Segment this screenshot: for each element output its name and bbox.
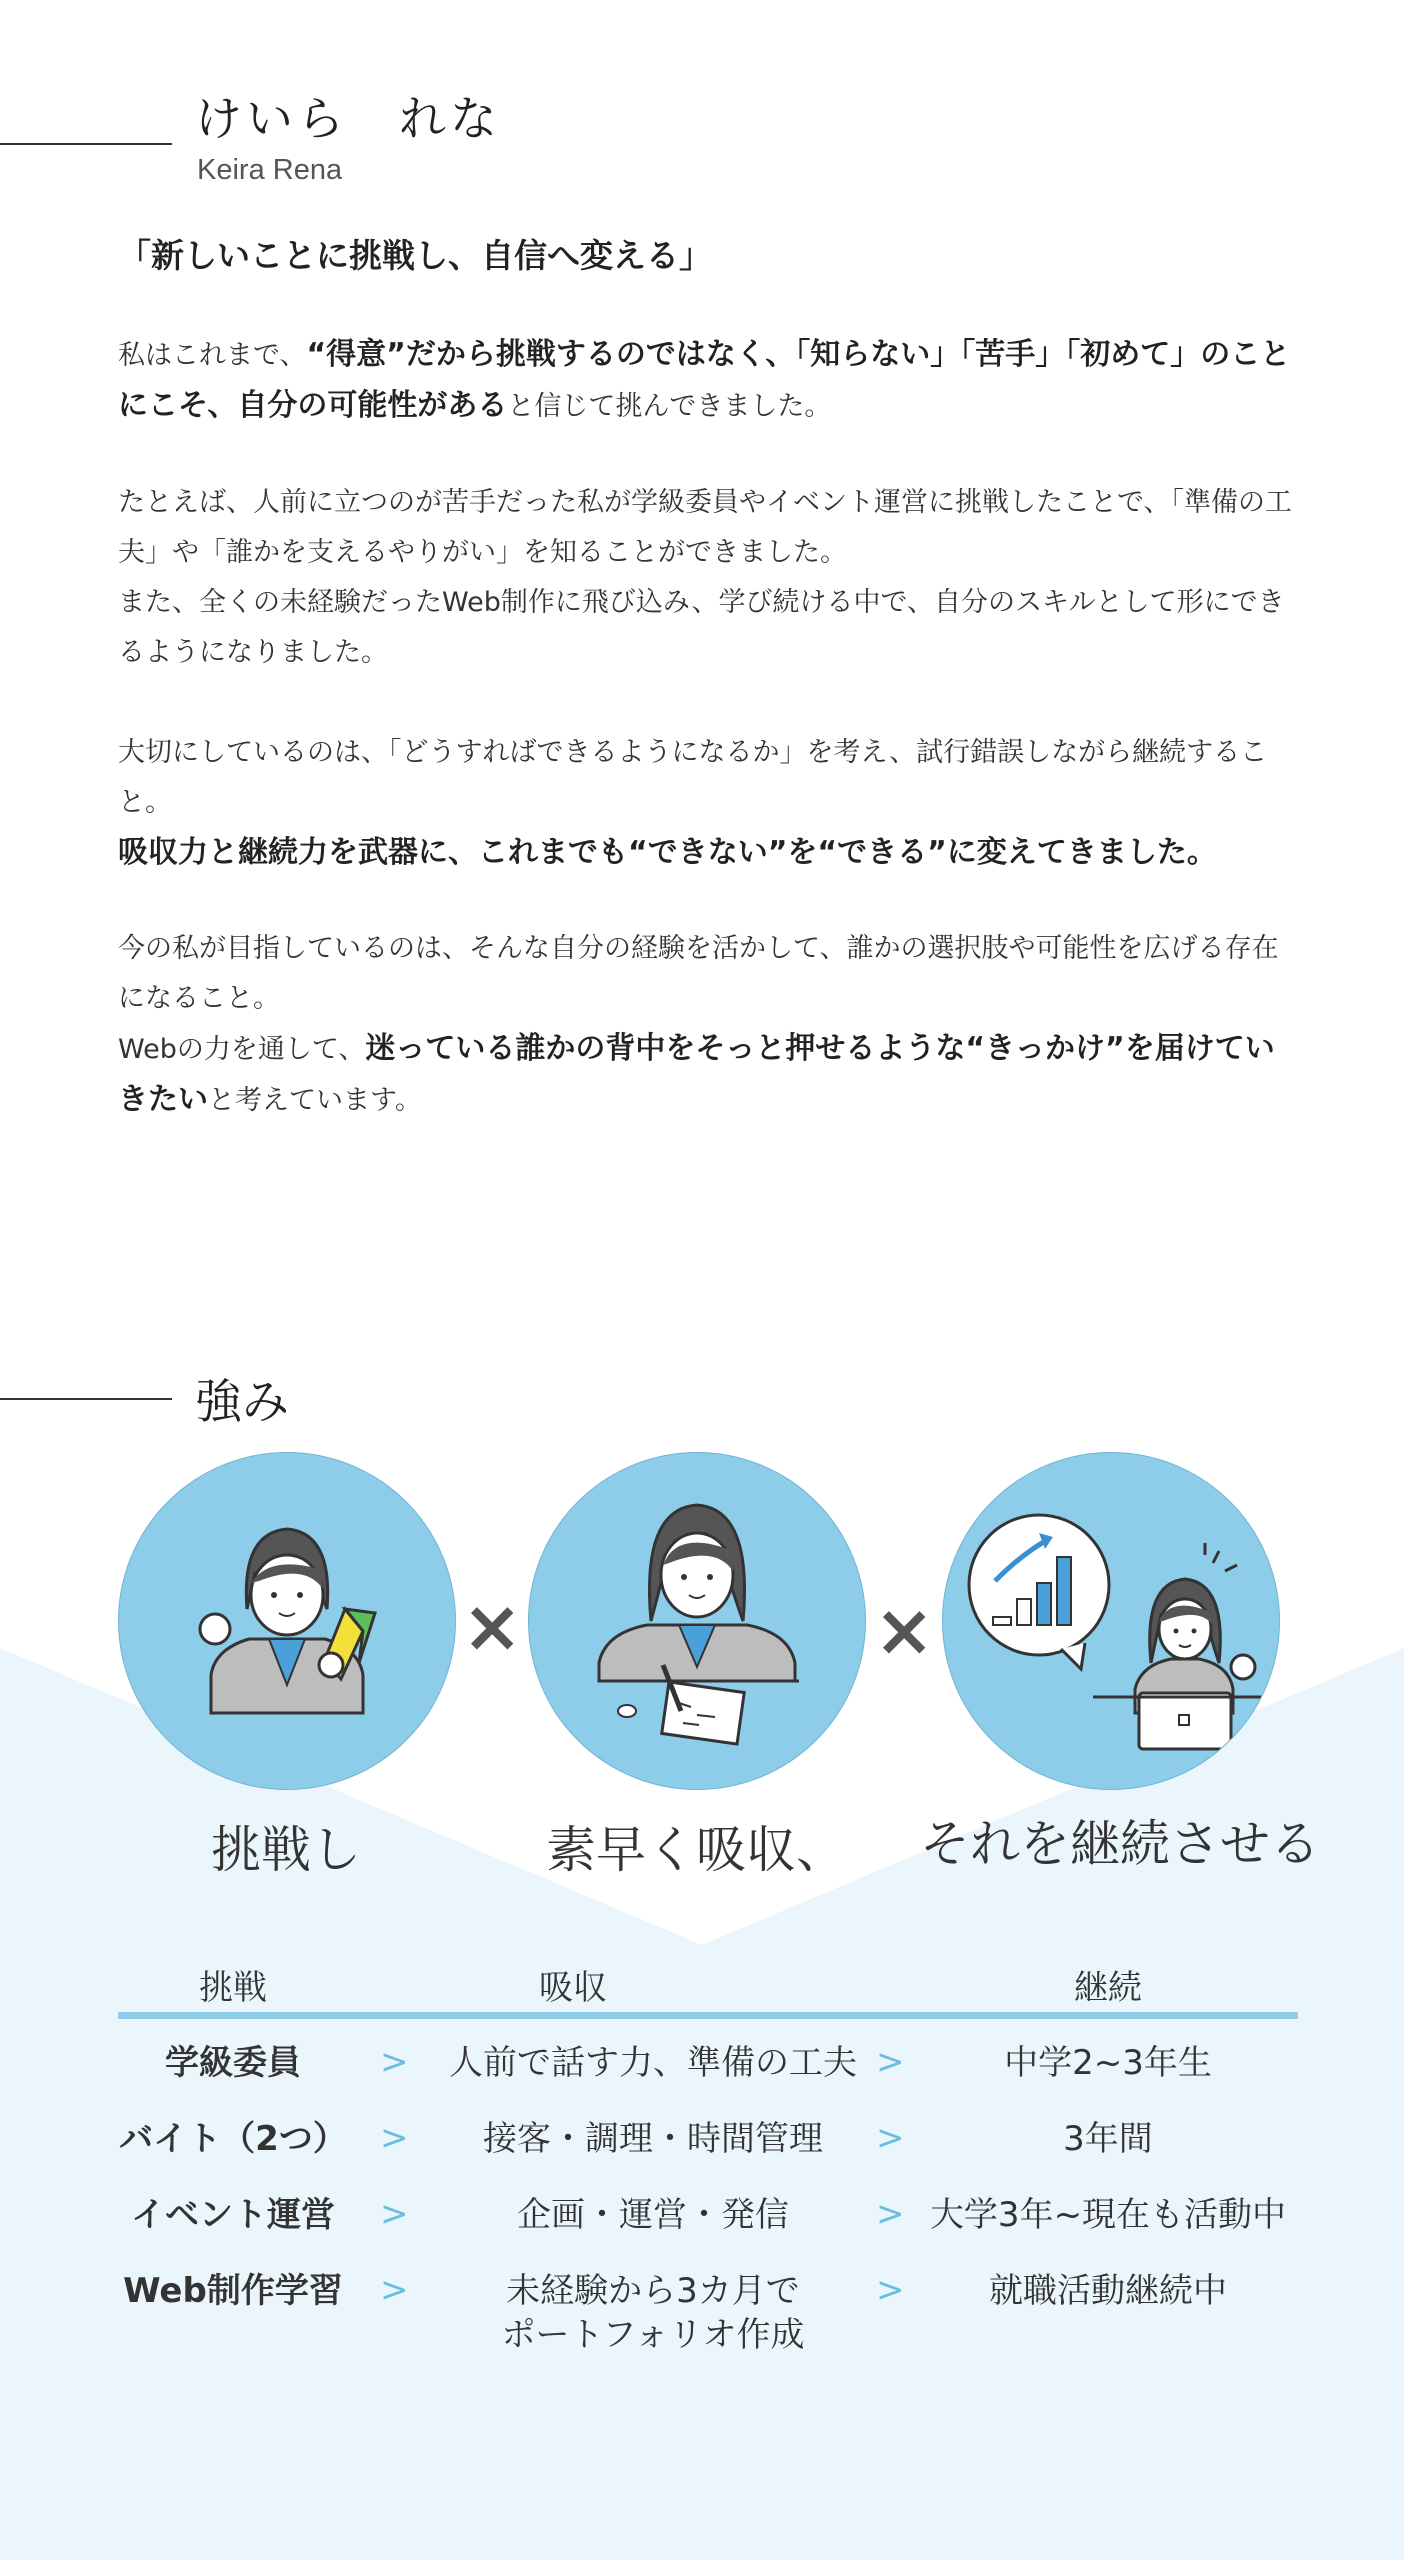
- intro-p1-emphasis: “得意”だから挑戦するのではなく、「知らない」「苦手」「初めて」のことにこそ、自分の可能性がある: [118, 337, 1291, 423]
- intro-p3-line-1: 大切にしているのは、「どうすればできるようになるか」を考え、試行錯誤しながら継続すること。: [118, 737, 1268, 818]
- table-cell-continue: 3年間: [1063, 2119, 1153, 2159]
- arrow-right-icon: >: [380, 2118, 409, 2158]
- name-romaji: Keira Rena: [197, 154, 343, 186]
- table-cell-challenge: バイト（2つ）: [119, 2119, 347, 2159]
- table-header-continue: 継続: [1074, 1968, 1142, 2008]
- multiply-icon: ×: [462, 1584, 523, 1668]
- absorb-illustration: [528, 1452, 866, 1790]
- arrow-right-icon: >: [380, 2042, 409, 2082]
- intro-paragraph-3: [118, 728, 1298, 878]
- table-cell-absorb-line-1: 未経験から3カ月で: [506, 2271, 800, 2311]
- table-cell-absorb: 企画・運営・発信: [517, 2195, 789, 2235]
- intro-p3-line-2: 吸収力と継続力を武器に、これまでも“できない”を“できる”に変えてきました。: [118, 835, 1217, 870]
- caption-absorb: 素早く吸収、: [546, 1821, 846, 1879]
- intro-p4-text-c: と考えています。: [208, 1085, 422, 1116]
- intro-paragraph-1: [118, 330, 1298, 432]
- table-cell-absorb-line-2: ポートフォリオ作成: [501, 2315, 805, 2355]
- arrow-right-icon: >: [876, 2118, 905, 2158]
- table-cell-continue: 中学2~3年生: [1004, 2043, 1212, 2083]
- table-cell-challenge: 学級委員: [165, 2043, 301, 2083]
- intro-paragraph-2: [118, 478, 1298, 678]
- name-divider-line: [0, 143, 172, 145]
- intro-p4-line-1: 今の私が目指しているのは、そんな自分の経験を活かして、誰かの選択肢や可能性を広げる存在になること。: [118, 933, 1279, 1014]
- arrow-right-icon: >: [380, 2270, 409, 2310]
- arrow-right-icon: >: [876, 2042, 905, 2082]
- name-japanese: けいら れな: [195, 92, 501, 147]
- intro-p1-text-c: と信じて挑んできました。: [507, 391, 832, 422]
- caption-continue: それを継続させる: [920, 1815, 1320, 1873]
- caption-challenge: 挑戦し: [211, 1821, 361, 1879]
- intro-p4-text-a: Webの力を通して、: [118, 1034, 366, 1065]
- arrow-right-icon: >: [876, 2194, 905, 2234]
- table-header-underline: [118, 2012, 1298, 2019]
- intro-p2-line-2: また、全くの未経験だったWeb制作に飛び込み、学び続ける中で、自分のスキルとして形にできるようになりました。: [118, 587, 1285, 668]
- table-cell-continue: 就職活動継続中: [989, 2271, 1227, 2311]
- intro-p1-text-a: 私はこれまで、: [118, 340, 307, 371]
- challenge-illustration: [118, 1452, 456, 1790]
- table-header-absorb: 吸収: [539, 1968, 607, 2008]
- continue-illustration: [942, 1452, 1280, 1790]
- strengths-title: 強み: [195, 1375, 289, 1430]
- multiply-icon: ×: [874, 1588, 935, 1672]
- intro-paragraph-4: [118, 924, 1298, 1126]
- strength-divider-line: [0, 1398, 172, 1400]
- table-cell-continue: 大学3年~現在も活動中: [929, 2195, 1287, 2235]
- table-header-challenge: 挑戦: [199, 1968, 267, 2008]
- table-cell-challenge: Web制作学習: [123, 2271, 343, 2311]
- table-cell-absorb: 接客・調理・時間管理: [483, 2119, 823, 2159]
- intro-p2-line-1: たとえば、人前に立つのが苦手だった私が学級委員やイベント運営に挑戦したことで、「準備の工夫」や「誰かを支えるやりがい」を知ることができました。: [118, 487, 1292, 568]
- table-cell-absorb: 人前で話す力、準備の工夫: [449, 2043, 857, 2083]
- arrow-right-icon: >: [380, 2194, 409, 2234]
- arrow-right-icon: >: [876, 2270, 905, 2310]
- intro-p4-emphasis: 迷っている誰かの背中をそっと押せるような“きっかけ”を届けていきたい: [118, 1031, 1275, 1117]
- table-cell-challenge: イベント運営: [131, 2195, 335, 2235]
- tagline: 「新しいことに挑戦し、自信へ変える」: [118, 236, 712, 275]
